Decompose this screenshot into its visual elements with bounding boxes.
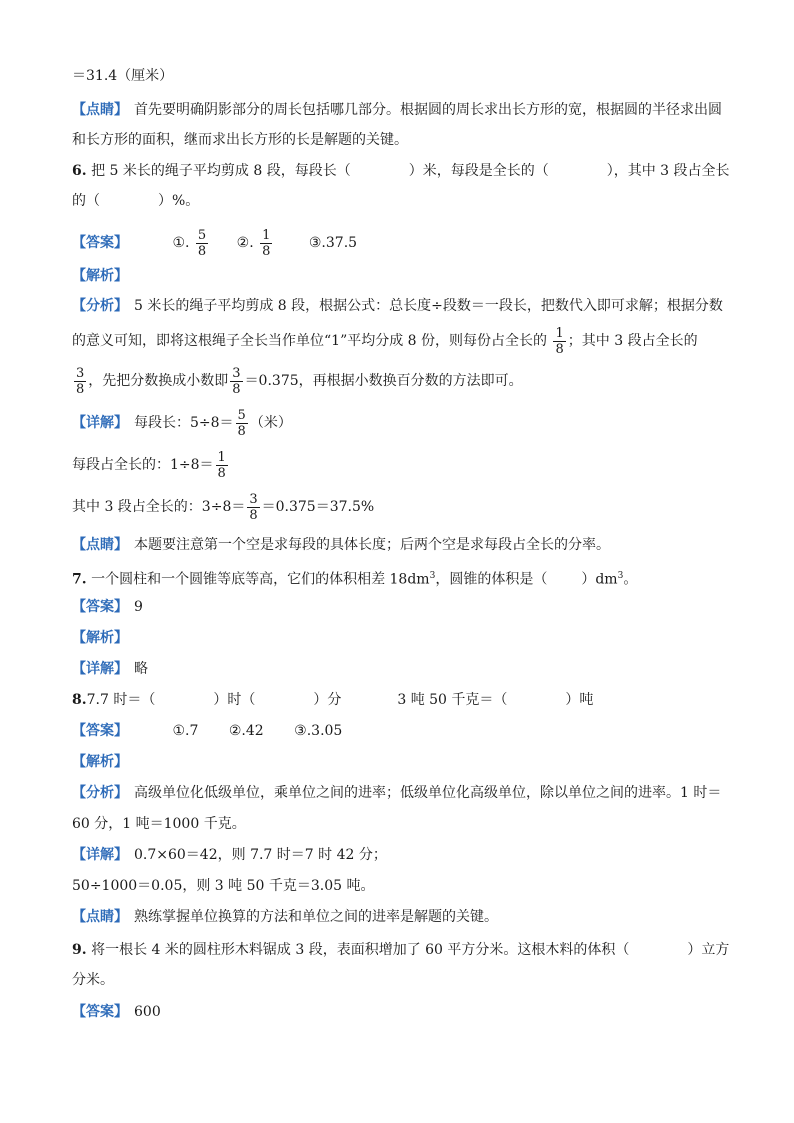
daan-tag: 【答案】 bbox=[72, 599, 128, 615]
text-line: ＝31.4（厘米） bbox=[72, 68, 174, 84]
answer-label: ③. bbox=[294, 723, 312, 739]
dianjing-tag: 【点睛】 bbox=[72, 102, 128, 118]
fraction: $\frac{1}{8}$ bbox=[217, 449, 226, 481]
text-line: 的意义可知，即将这根绳子全长当作单位“1”平均分成 8 份，则每份占全长的 $\frac{1}{8}$ ；其中 3 段占全长的 bbox=[72, 325, 698, 357]
xiangjie-tag: 【详解】 bbox=[72, 415, 128, 431]
q8-fenxi: 【分析】 高级单位化低级单位，乘单位之间的进率；低级单位化高级单位，除以单位之间的进率。1 时＝ bbox=[72, 785, 722, 801]
fraction: $\frac{3}{8}$ bbox=[76, 365, 85, 397]
xiangjie-tag: 【详解】 bbox=[72, 847, 128, 863]
fenxi-tag: 【分析】 bbox=[72, 298, 128, 314]
fraction: $\frac{3}{8}$ bbox=[232, 365, 241, 397]
daan-tag: 【答案】 bbox=[72, 723, 128, 739]
jiexi-tag: 【解析】 bbox=[72, 630, 128, 646]
q8-xiangjie: 【详解】 0.7×60＝42，则 7.7 时＝7 时 42 分； bbox=[72, 847, 387, 863]
daan-tag: 【答案】 bbox=[72, 1004, 128, 1020]
answer-label: ②. bbox=[228, 723, 246, 739]
text-line: 60 分，1 吨＝1000 千克。 bbox=[72, 816, 246, 832]
q6-xiangjie: 【详解】 每段长：5÷8＝ $\frac{5}{8}$ （米） bbox=[72, 407, 292, 439]
answer-label: ①. bbox=[172, 235, 190, 251]
q9-question-cont: 分米。 bbox=[72, 972, 114, 988]
q6-question: 6. 把 5 米长的绳子平均剪成 8 段，每段长（ ）米，每段是全长的（ ），其中 3 段占全长 bbox=[72, 163, 730, 179]
q8-dianjing: 【点睛】 熟练掌握单位换算的方法和单位之间的进率是解题的关键。 bbox=[72, 909, 498, 925]
fraction: $\frac{1}{8}$ bbox=[555, 325, 564, 357]
daan-tag: 【答案】 bbox=[72, 235, 128, 251]
answer-label: ②. bbox=[236, 235, 254, 251]
q6-jiexi bbox=[72, 266, 728, 286]
text-line: 每段占全长的：1÷8＝ $\frac{1}{8}$ bbox=[72, 449, 226, 481]
dianjing-tag: 【点睛】 bbox=[72, 909, 128, 925]
q8-jiexi bbox=[72, 752, 728, 772]
answer-label: ③. bbox=[308, 235, 326, 251]
text-line: $\frac{3}{8}$ ，先把分数换成小数即 $\frac{3}{8}$ ＝0.375，再根据小数换百分数的方法即可。 bbox=[76, 365, 523, 397]
q6-fenxi: 【分析】 5 米长的绳子平均剪成 8 段，根据公式：总长度÷段数＝一段长，把数代入即可求解；根据分数 bbox=[72, 298, 723, 314]
fraction: $\frac{1}{8}$ bbox=[262, 227, 271, 259]
q9-question: 9. 将一根长 4 米的圆柱形木料锯成 3 段，表面积增加了 60 平方分米。这根木料的体积（ ）立方 bbox=[72, 942, 730, 958]
dianjing-tag: 【点睛】 bbox=[72, 537, 128, 553]
q7-answer: 【答案】 9 bbox=[72, 599, 143, 615]
q7-jiexi bbox=[72, 628, 728, 648]
text-line: 和长方形的面积，继而求出长方形的长是解题的关键。 bbox=[72, 132, 408, 148]
fenxi-tag: 【分析】 bbox=[72, 785, 128, 801]
q5-dianjing: 【点睛】 首先要明确阴影部分的周长包括哪几部分。根据圆的周长求出长方形的宽，根据圆的半径求出圆 bbox=[72, 102, 722, 118]
xiangjie-tag: 【详解】 bbox=[72, 661, 128, 677]
q7-xiangjie: 【详解】 略 bbox=[72, 661, 148, 677]
fraction: $\frac{5}{8}$ bbox=[197, 227, 207, 259]
text-line: 50÷1000＝0.05，则 3 吨 50 千克＝3.05 吨。 bbox=[72, 878, 375, 894]
q8-answer: 【答案】 ①.7 ②.42 ③.3.05 bbox=[72, 723, 343, 739]
q8-question: 8.7.7 时＝（ ）时（ ）分 3 吨 50 千克＝（ ）吨 bbox=[72, 692, 594, 708]
fraction: $\frac{3}{8}$ bbox=[249, 491, 258, 523]
q6-answer: 【答案】 ①. $\frac{5}{8}$ ②. $\frac{1}{8}$ ③.37.5 bbox=[72, 227, 358, 259]
q6-question-cont: 的（ ）%。 bbox=[72, 193, 200, 209]
q9-answer: 【答案】 600 bbox=[72, 1004, 161, 1020]
fraction: $\frac{5}{8}$ bbox=[237, 407, 246, 439]
answer-label: ①. bbox=[172, 723, 190, 739]
q6-dianjing: 【点睛】 本题要注意第一个空是求每段的具体长度；后两个空是求每段占全长的分率。 bbox=[72, 537, 610, 553]
jiexi-tag: 【解析】 bbox=[72, 268, 128, 284]
text-line: 其中 3 段占全长的：3÷8＝ $\frac{3}{8}$ ＝0.375＝37.5% bbox=[72, 491, 375, 523]
q7-question: 7. 一个圆柱和一个圆锥等底等高，它们的体积相差 $18dm^3$，圆锥的体积是（ ）$dm^3$。 bbox=[72, 571, 638, 588]
jiexi-tag: 【解析】 bbox=[72, 754, 128, 770]
